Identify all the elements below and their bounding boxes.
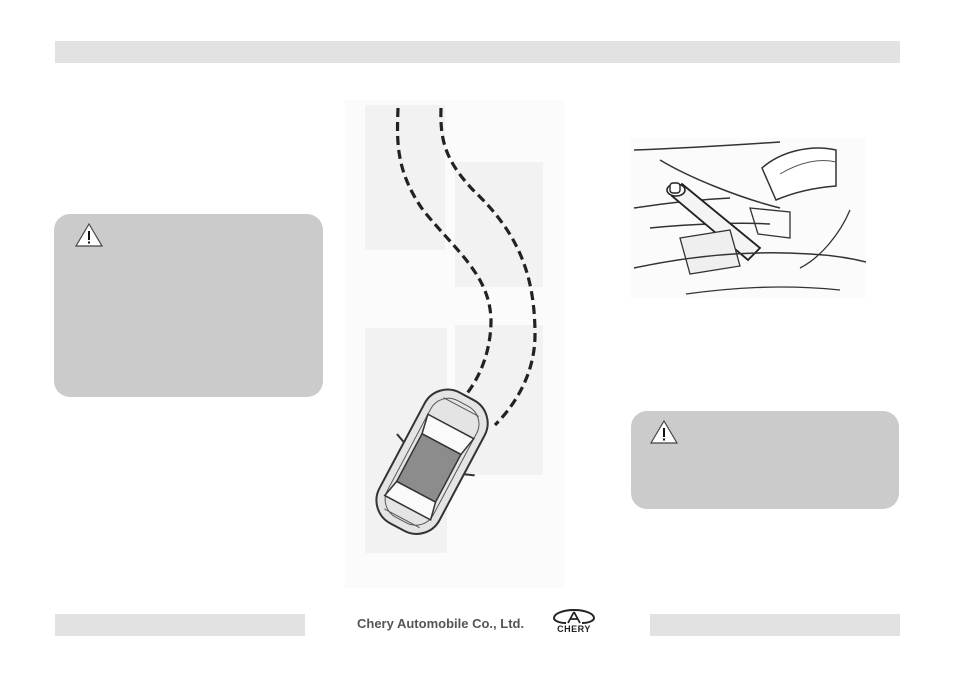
warning-box-left <box>54 214 323 397</box>
brand-logo-text: CHERY <box>557 624 591 634</box>
warning-triangle-icon <box>649 419 679 445</box>
footer-band-right <box>650 614 900 636</box>
footer-band-left <box>55 614 305 636</box>
footer-company-name: Chery Automobile Co., Ltd. <box>357 616 525 631</box>
warning-box-right <box>631 411 899 509</box>
warning-triangle-icon <box>74 222 104 248</box>
car-curved-path-illustration <box>345 100 565 588</box>
header-band <box>55 41 900 63</box>
parking-brake-lever-illustration <box>630 138 866 298</box>
